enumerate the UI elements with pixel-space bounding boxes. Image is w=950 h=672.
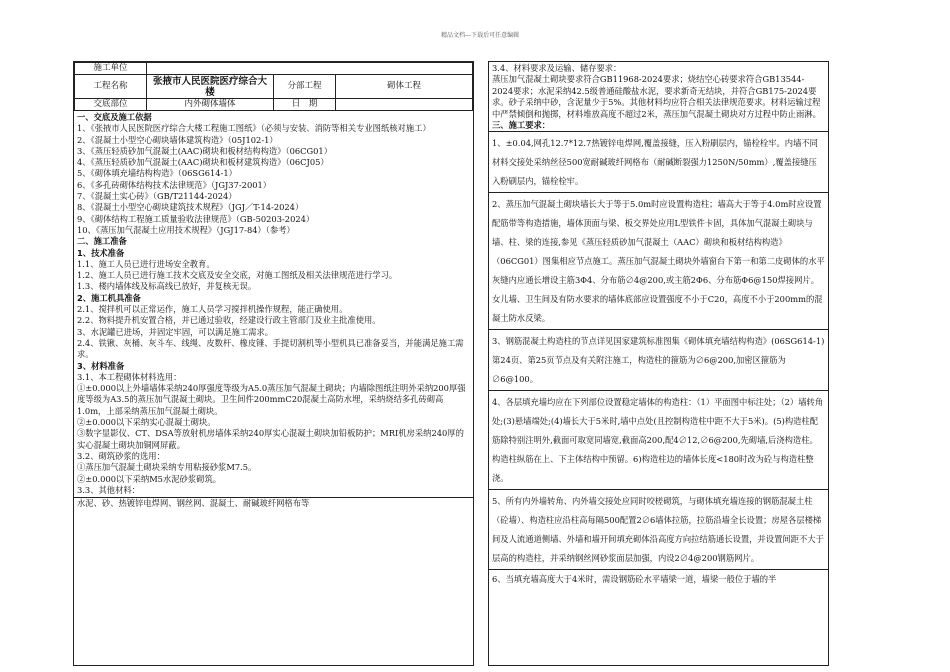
text-line: 8、《混凝土小型空心砌块建筑技术规程》（JGJ／T-14-2024） (77, 202, 304, 213)
header-table (74, 62, 473, 111)
project-name: 张掖市人民医院医疗综合大楼 (147, 75, 274, 99)
right-items (492, 131, 825, 587)
requirement-item: 5、所有内外墙转角、内外墙交接处应同时咬槎砌筑，与砌体填充墙连接的钢筋混凝土柱（砼墙）、构造柱应沿柱高每隔500配置2∅6墙体拉筋，拉筋沿墙全长设置；房屋各层楼梯间及人流通道侧墙、外墙和墙开间填充砌体沿高度方向拉结筋通长设置，并设置间距不大于层高的构造柱，并采纳钢丝网砂浆面层加强，内设2∅4@200钢筋网片。 (489, 489, 828, 569)
requirement-item: 3、钢筋混凝土构造柱的节点详见国家建筑标准图集《砌体填充墙结构构造》(06SG614-1)第24页、第25页节点及有关附注施工，构造柱的箍筋为∅6@200,加密区箍筋为∅6@100。 (489, 329, 828, 390)
text-line: 3.2、砌筑砂浆的选用： (77, 450, 165, 461)
unit-value (147, 63, 473, 75)
text-line: ②±0.000以下采纳实心混凝土砌块。 (77, 417, 216, 428)
division-label: 分部工程 (274, 75, 336, 99)
text-line: 9、《砌体结构工程施工质量验收法律规范》（GB-50203-2024） (77, 213, 315, 224)
text-line: 1.2、施工人员已进行施工技术交底及安全交底，对施工图纸及相关法律规范进行学习。 (77, 270, 398, 281)
right-body (489, 62, 828, 588)
text-line: 1、《张掖市人民医院医疗综合大楼工程施工图纸》（必须与安装、消防等相关专业图纸核对施工） (77, 123, 431, 134)
division-value: 砌体工程 (336, 75, 473, 99)
section-heading: 3、材料准备 (77, 360, 125, 371)
text-line: 10、《蒸压加气混凝土应用技术规程》（JGJ17-84）（参考） (77, 224, 295, 235)
watermark: 精品文档---下载后可任意编辑 (441, 32, 520, 39)
text-line: 3.3、其他材料： (77, 484, 140, 495)
text-line: ①±0.000以上外墙墙体采纳240厚强度等级为A5.0蒸压加气混凝土砌块；内墙除图纸注明外采纳200厚强度等级为A3.5的蒸压加气混凝土砌块。卫生间件200mmC20混凝土高防水埋，采纳烧结多孔砖砌高1.0m，上部采纳蒸压加气混凝土砌块。 (77, 383, 466, 416)
text-line: 2.1、搅拌机可以正常运作，施工人员学习搅拌机操作规程，能正确使用。 (77, 304, 348, 315)
text-line: 3、《蒸压轻质砂加气混凝土(AAC)砌块和板材结构构造》（06CG01） (77, 145, 333, 156)
requirement-item: 4、各层填充墙均应在下列部位设置稳定墙体的构造柱：（1）平面图中标注处；（2）墙转角处;(3)悬墙端处;(4)墙长大于5米时,墙中点处(且控制构造柱中距不大于5米)。(5)构造柱配筋除特别注明外,截面可取宽同墙宽,截面高200,配4∅12,∅6@200,先砌墙,后浇构造柱。构造柱纵筋在上、下主体结构中预留。6)构造柱边的墙体长度<180时改为砼与构造柱整浇。 (489, 390, 828, 489)
text-line: 1.3、楼内墙体线及标高线已放好，并复核无误。 (77, 281, 257, 292)
left-body (74, 111, 473, 510)
text-line: 水泥、砂、热镀锌电焊网、钢丝网、混凝土、耐碱玻纤网格布等 (74, 497, 473, 509)
date-value (336, 99, 473, 111)
text-line: 1.1、施工人员已进行进场安全教育。 (77, 258, 215, 269)
text-line: 2.2、物料提升机安置合格，并已通过验收，经建设行政主管部门及业主批准使用。 (77, 315, 381, 326)
section-heading: 1、技术准备 (77, 247, 125, 258)
requirement-item: 1、±0.04,网孔12.7*12.7热镀锌电焊网,覆盖接缝，压入粉刷层内，锚栓栓牢。内墙不同材料交接处采纳丝径500宽耐碱玻纤网格布（耐碱断裂强力1250N/50mm）,覆盖接缝压入粉刷层内，锚栓栓牢。 (489, 131, 828, 192)
text-line: ②±0.000以下采纳M5水泥砂浆砌筑。 (77, 473, 222, 484)
date-label: 日 期 (274, 99, 336, 111)
text-line: 蒸压加气混凝土砌块要求符合GB11968-2024要求；烧结空心砖要求符合GB13544-2024要求；水泥采纳42.5级普通硅酸盐水泥，要求新奇无结块，并符合GB175-2024要求。砂子采纳中砂，含泥量少于5%。其他材料均应符合相关法律规范要求。材料运输过程中严禁倾倒和抛掷，材料堆放高度不超过2米，蒸压加气混凝土砌块对方过程中防止雨淋。 (492, 74, 821, 119)
right-page (488, 61, 829, 666)
text-line: 3.4、材料要求及运输、储存要求： (492, 63, 622, 73)
text-line: 3.1、本工程砌体材料选用： (77, 371, 182, 382)
text-line: 4、《蒸压轻质砂加气混凝土(AAC)砌块和板材建筑构造》（06CJ05） (77, 157, 329, 168)
text-line: ①蒸压加气混凝土砌块采纳专用粘接砂浆M7.5。 (77, 462, 257, 473)
text-line: 7、《混凝土实心砖》（GB/T21144-2024） (77, 191, 237, 202)
unit-label: 施工单位 (75, 63, 147, 75)
text-line: 6、《多孔砖砌体结构技术法律规范》（JGJ37-2001） (77, 179, 272, 190)
part-label: 交底部位 (75, 99, 147, 111)
text-line: 2.4、铁锹、灰桶、灰斗车、线绳、皮数杆、橡皮锤、手提切割机等小型机具已准备妥当，并能满足施工需求。 (77, 337, 464, 360)
section-heading: 2、施工机具准备 (77, 292, 141, 303)
section-heading: 二、施工准备 (77, 236, 127, 247)
project-label: 工程名称 (75, 75, 147, 99)
left-page (73, 61, 474, 666)
text-line: 5、《砌体填充墙结构构造》（06SG614-1） (77, 168, 237, 179)
text-line: ③数字显影仪、CT、DSA等放射机房墙体采纳240厚实心混凝土砌块加铅板防护；MRI机房采纳240厚的实心混凝土砌块加铜网屏蔽。 (77, 428, 464, 450)
section-heading: 三、施工要求： (492, 120, 551, 131)
part-value: 内外砌体墙体 (147, 99, 274, 111)
right-top-text (492, 63, 825, 131)
section-heading: 一、交底及施工依据 (77, 112, 152, 122)
requirement-item: 6、当填充墙高度大于4米时，需设钢筋砼水平墙梁一道，墙梁一般位于墙的半 (489, 569, 828, 587)
requirement-item: 2、蒸压加气混凝土砌块墙长大于等于5.0m时应设置构造柱；墙高大于等于4.0m时应设置配筋带等构造措施，墙体顶面与梁、板交界处应用L型铁件卡固，具体加气混凝土砌块与墙、柱、梁的连接,参见《蒸压轻质砂加气混凝土（AAC）砌块和板材结构构造》（06CG01）图集相应节点施工。蒸压加气混凝土砌块外墙窗台下第一和第二皮砌体的水平灰缝内应通长增设主筋3Φ4、分布筋∅4@200,或主筋2Φ6、分布筋Φ6@150焊接网片。女儿墙、卫生间及有防水要求的墙体底部应设置强度不小于C20，高度不小于200mm的混凝土防水反梁。 (489, 192, 828, 329)
text-line: 3、水泥罐已进场，并固定牢固，可以满足施工需求。 (77, 326, 274, 337)
text-line: 2、《混凝土小型空心砌块墙体建筑构造》（05J102-1） (77, 134, 278, 145)
